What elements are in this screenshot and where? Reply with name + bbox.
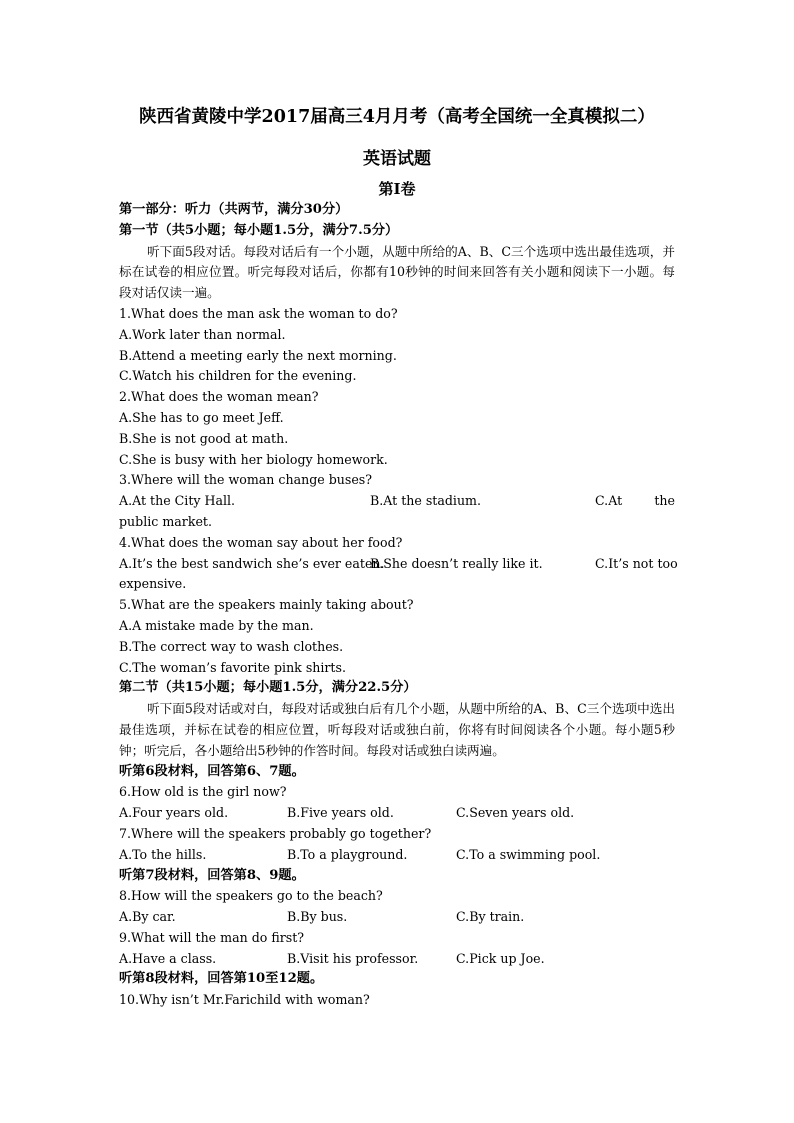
question-4-option-a: A.It’s the best sandwich she’s ever eaten. <box>119 555 385 571</box>
question-2-option-b: B.She is not good at math. <box>119 430 289 446</box>
volume-label: 第I卷 <box>378 180 416 198</box>
question-1-option-a: A.Work later than normal. <box>119 326 286 342</box>
section2-instructions: 听下面5段对话或对白，每段对话或独白后有几个小题，从题中所给的A、B、C三个选项中选出最佳选项，并标在试卷的相应位置，听每段对话或独白前，你将有时间阅读各个小题。每小题5秒钟；听完后，各小题给出5秒钟的作答时间。每段对话或独白读两遍。 <box>119 701 675 758</box>
question-1-option-b: B.Attend a meeting early the next morning. <box>119 347 397 363</box>
question-4-options <box>119 554 678 575</box>
question-3-option-c-continued: public market. <box>119 513 212 529</box>
question-6-option-b: B.Five years old. <box>287 805 394 821</box>
question-3-option-b: B.At the stadium. <box>370 493 482 509</box>
question-1-stem: 1.What does the man ask the woman to do? <box>119 305 398 321</box>
question-7-option-b: B.To a playground. <box>287 846 408 862</box>
question-5-stem: 5.What are the speakers mainly taking about? <box>119 597 414 613</box>
question-3-option-c-part1: C.At <box>595 493 623 509</box>
question-3-options <box>119 491 675 512</box>
question-9-options <box>119 949 675 970</box>
question-3-option-a: A.At the City Hall. <box>119 493 236 509</box>
exam-subject: 英语试题 <box>363 149 431 169</box>
section1-heading: 第一节（共5小题；每小题1.5分，满分7.5分） <box>119 222 399 238</box>
question-7-option-a: A.To the hills. <box>119 846 207 862</box>
question-8-option-c: C.By train. <box>456 909 525 925</box>
question-4-stem: 4.What does the woman say about her food? <box>119 534 403 550</box>
section1-instructions: 听下面5段对话。每段对话后有一个小题，从题中所给的A、B、C三个选项中选出最佳选项，并标在试卷的相应位置。听完每段对话后，你都有10秒钟的时间来回答有关小题和阅读下一小题。每段对话仅读一遍。 <box>119 243 675 301</box>
question-7-options <box>119 845 675 866</box>
material-8-heading: 听第8段材料，回答第10至12题。 <box>119 971 324 987</box>
question-9-option-c: C.Pick up Joe. <box>456 950 545 966</box>
question-5-option-b: B.The correct way to wash clothes. <box>119 638 344 654</box>
question-6-option-c: C.Seven years old. <box>456 805 575 821</box>
question-8-option-a: A.By car. <box>119 909 176 925</box>
question-9-stem: 9.What will the man do first? <box>119 929 305 945</box>
exam-body <box>119 200 678 1011</box>
question-9-option-b: B.Visit his professor. <box>287 950 419 966</box>
exam-title: 陕西省黄陵中学2017届高三4月月考（高考全国统一全真模拟二） <box>139 107 655 127</box>
question-6-stem: 6.How old is the girl now? <box>119 784 287 800</box>
question-8-options <box>119 907 675 928</box>
question-8-option-b: B.By bus. <box>287 909 348 925</box>
question-2-option-c: C.She is busy with her biology homework. <box>119 451 388 467</box>
question-7-stem: 7.Where will the speakers probably go together? <box>119 825 432 841</box>
part1-heading: 第一部分：听力（共两节，满分30分） <box>119 202 349 217</box>
question-6-options <box>119 803 675 824</box>
question-2-stem: 2.What does the woman mean? <box>119 389 319 405</box>
question-1-option-c: C.Watch his children for the evening. <box>119 368 357 384</box>
question-5-option-c: C.The woman’s favorite pink shirts. <box>119 659 346 675</box>
section2-heading: 第二节（共15小题；每小题1.5分，满分22.5分） <box>119 680 417 696</box>
question-4-option-c: C.It’s not too <box>595 555 678 571</box>
question-3-stem: 3.Where will the woman change buses? <box>119 472 373 488</box>
question-7-option-c: C.To a swimming pool. <box>456 846 601 862</box>
question-10-stem: 10.Why isn’t Mr.Farichild with woman? <box>119 992 370 1008</box>
question-8-stem: 8.How will the speakers go to the beach? <box>119 888 383 904</box>
material-7-heading: 听第7段材料，回答第8、9题。 <box>119 867 305 883</box>
question-9-option-a: A.Have a class. <box>119 950 217 966</box>
question-2-option-a: A.She has to go meet Jeff. <box>119 409 284 425</box>
question-4-option-b: B.She doesn’t really like it. <box>370 555 543 571</box>
material-6-heading: 听第6段材料，回答第6、7题。 <box>119 763 305 779</box>
question-5-option-a: A.A mistake made by the man. <box>119 617 314 633</box>
question-4-option-c-continued: expensive. <box>119 576 187 592</box>
question-6-option-a: A.Four years old. <box>119 805 229 821</box>
question-3-option-c-part2: the <box>654 493 675 509</box>
